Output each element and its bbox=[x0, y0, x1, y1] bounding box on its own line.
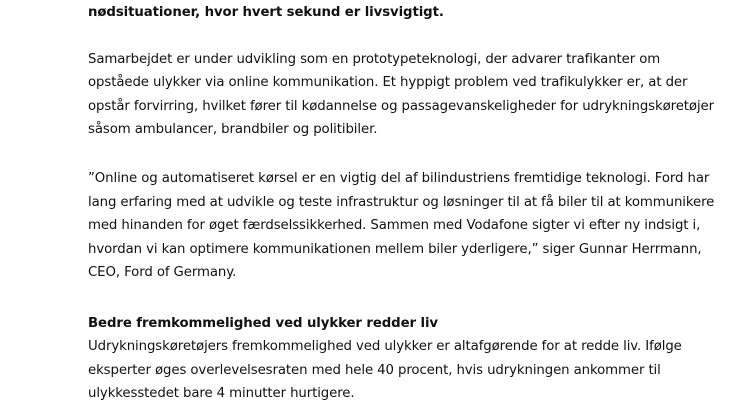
section-heading: Bedre fremkommelighed ved ulykker redder liv bbox=[88, 316, 438, 331]
intro-bold-line: nødsituationer, hvor hvert sekund er livsvigtigt. bbox=[88, 5, 444, 20]
paragraph-1-line: såsom ambulancer, brandbiler og politibiler. bbox=[88, 122, 378, 137]
quote-line: CEO, Ford of Germany. bbox=[88, 265, 237, 280]
quote-line: lang erfaring med at udvikle og teste infrastruktur og løsninger til at få biler til at kommunikere bbox=[88, 195, 715, 210]
quote-line: ”Online og automatiseret kørsel er en vigtig del af bilindustriens fremtidige teknologi. Ford har bbox=[88, 171, 710, 186]
quote-line: hvordan vi kan optimere kommunikationen mellem biler yderligere,” siger Gunnar Herrmann, bbox=[88, 242, 702, 257]
paragraph-1-line: opstår forvirring, hvilket fører til kødannelse og passagevanskeligheder for udrykningskøretøjer bbox=[88, 99, 714, 114]
paragraph-1-line: opståede ulykker via online kommunikation. Et hyppigt problem ved trafikulykker er, at der bbox=[88, 75, 688, 90]
paragraph-3-line: ulykkesstedet bare 4 minutter hurtigere. bbox=[88, 386, 355, 401]
paragraph-1-line: Samarbejdet er under udvikling som en prototypeteknologi, der advarer trafikanter om bbox=[88, 52, 661, 67]
paragraph-3-line: eksperter øges overlevelsesraten med hele 40 procent, hvis udrykningen ankommer til bbox=[88, 363, 661, 378]
quote-line: med hinanden for øget færdselssikkerhed. Sammen med Vodafone sigter vi efter ny indsigt i, bbox=[88, 218, 701, 233]
paragraph-3-line: Udrykningskøretøjers fremkommelighed ved ulykker er altafgørende for at redde liv. Ifølge bbox=[88, 339, 682, 354]
